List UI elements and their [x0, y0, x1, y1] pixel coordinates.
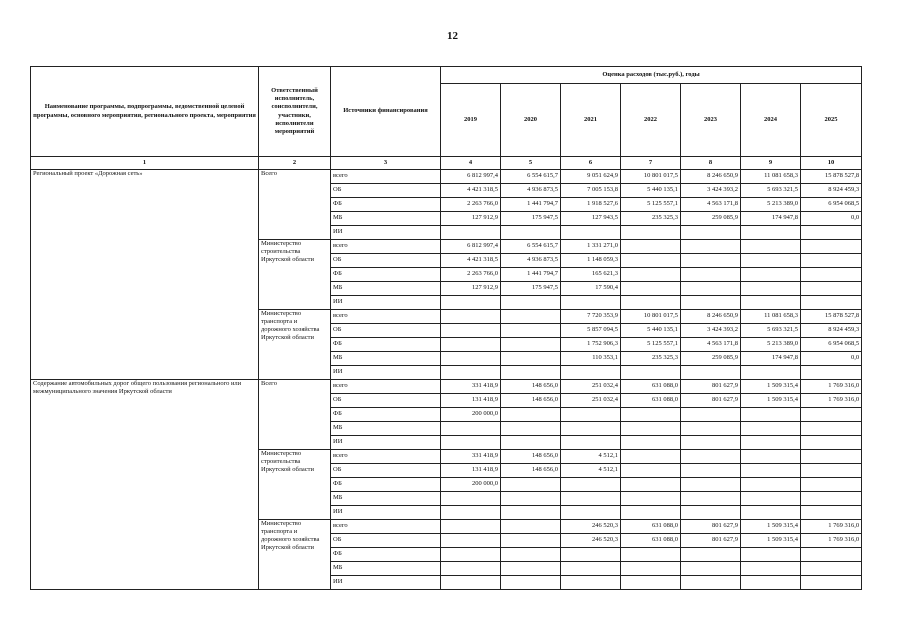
- funding-source: ИИ: [331, 576, 441, 590]
- amount-cell: 631 088,0: [621, 534, 681, 548]
- amount-cell: [741, 450, 801, 464]
- amount-cell: 200 000,0: [441, 478, 501, 492]
- amount-cell: [681, 576, 741, 590]
- column-number: 1: [31, 157, 259, 170]
- funding-source: ОБ: [331, 394, 441, 408]
- amount-cell: [501, 352, 561, 366]
- column-number: 10: [801, 157, 862, 170]
- funding-source: ОБ: [331, 184, 441, 198]
- column-number: 9: [741, 157, 801, 170]
- funding-source: всего: [331, 520, 441, 534]
- amount-cell: 1 918 527,6: [561, 198, 621, 212]
- amount-cell: [741, 422, 801, 436]
- amount-cell: [501, 408, 561, 422]
- amount-cell: 251 032,4: [561, 380, 621, 394]
- funding-source: ФБ: [331, 548, 441, 562]
- amount-cell: [441, 226, 501, 240]
- table-row: [31, 380, 862, 394]
- amount-cell: 801 627,9: [681, 520, 741, 534]
- amount-cell: 4 421 318,5: [441, 254, 501, 268]
- amount-cell: [741, 478, 801, 492]
- amount-cell: 235 325,3: [621, 212, 681, 226]
- amount-cell: 127 912,9: [441, 212, 501, 226]
- amount-cell: 5 693 321,5: [741, 184, 801, 198]
- funding-source: ФБ: [331, 338, 441, 352]
- amount-cell: [741, 436, 801, 450]
- amount-cell: [681, 548, 741, 562]
- executor-name: Всего: [259, 380, 331, 450]
- amount-cell: 5 440 135,1: [621, 184, 681, 198]
- amount-cell: [681, 450, 741, 464]
- amount-cell: 6 554 615,7: [501, 240, 561, 254]
- amount-cell: 4 512,1: [561, 450, 621, 464]
- amount-cell: 1 752 906,3: [561, 338, 621, 352]
- header-year: 2023: [681, 84, 741, 157]
- amount-cell: 3 424 393,2: [681, 324, 741, 338]
- amount-cell: [561, 478, 621, 492]
- amount-cell: [801, 226, 862, 240]
- amount-cell: [681, 562, 741, 576]
- funding-source: всего: [331, 450, 441, 464]
- amount-cell: [801, 464, 862, 478]
- amount-cell: 1 148 059,3: [561, 254, 621, 268]
- amount-cell: [681, 408, 741, 422]
- funding-source: ОБ: [331, 534, 441, 548]
- funding-source: ИИ: [331, 226, 441, 240]
- executor-name: Всего: [259, 170, 331, 240]
- amount-cell: [621, 548, 681, 562]
- amount-cell: [501, 534, 561, 548]
- amount-cell: 2 263 766,0: [441, 268, 501, 282]
- amount-cell: [741, 240, 801, 254]
- amount-cell: [621, 464, 681, 478]
- amount-cell: [621, 576, 681, 590]
- amount-cell: [801, 492, 862, 506]
- amount-cell: [441, 436, 501, 450]
- funding-source: МБ: [331, 492, 441, 506]
- amount-cell: [741, 254, 801, 268]
- amount-cell: [561, 436, 621, 450]
- amount-cell: 6 812 997,4: [441, 170, 501, 184]
- amount-cell: 175 947,5: [501, 282, 561, 296]
- funding-source: МБ: [331, 212, 441, 226]
- amount-cell: [621, 282, 681, 296]
- header-cost: Оценка расходов (тыс.руб.), годы: [441, 67, 862, 84]
- executor-name: Министерство строительства Иркутской области: [259, 450, 331, 520]
- amount-cell: 15 878 527,8: [801, 310, 862, 324]
- amount-cell: [561, 562, 621, 576]
- funding-source: ИИ: [331, 506, 441, 520]
- amount-cell: [501, 366, 561, 380]
- amount-cell: [801, 268, 862, 282]
- amount-cell: [441, 492, 501, 506]
- amount-cell: [741, 282, 801, 296]
- amount-cell: [801, 408, 862, 422]
- amount-cell: [621, 226, 681, 240]
- amount-cell: [501, 226, 561, 240]
- funding-source: ИИ: [331, 366, 441, 380]
- amount-cell: [561, 492, 621, 506]
- funding-source: всего: [331, 380, 441, 394]
- amount-cell: 6 954 068,5: [801, 198, 862, 212]
- amount-cell: 2 263 766,0: [441, 198, 501, 212]
- header-year: 2024: [741, 84, 801, 157]
- amount-cell: [801, 576, 862, 590]
- amount-cell: [501, 310, 561, 324]
- amount-cell: 110 353,1: [561, 352, 621, 366]
- amount-cell: [681, 422, 741, 436]
- amount-cell: 7 720 353,9: [561, 310, 621, 324]
- amount-cell: 127 943,5: [561, 212, 621, 226]
- amount-cell: 1 769 316,0: [801, 520, 862, 534]
- amount-cell: [501, 338, 561, 352]
- section-name: Содержание автомобильных дорог общего пользования регионального или межмуниципального значения Иркутской области: [31, 380, 259, 590]
- amount-cell: [801, 296, 862, 310]
- amount-cell: 5 857 094,5: [561, 324, 621, 338]
- amount-cell: [621, 254, 681, 268]
- amount-cell: 5 440 135,1: [621, 324, 681, 338]
- amount-cell: [801, 240, 862, 254]
- amount-cell: [801, 562, 862, 576]
- amount-cell: [501, 562, 561, 576]
- amount-cell: 131 418,9: [441, 394, 501, 408]
- amount-cell: [501, 324, 561, 338]
- amount-cell: 4 936 873,5: [501, 184, 561, 198]
- funding-source: ОБ: [331, 254, 441, 268]
- amount-cell: [501, 576, 561, 590]
- amount-cell: [741, 464, 801, 478]
- header-year: 2025: [801, 84, 862, 157]
- amount-cell: [741, 366, 801, 380]
- amount-cell: [441, 324, 501, 338]
- amount-cell: [681, 506, 741, 520]
- amount-cell: [801, 478, 862, 492]
- amount-cell: 4 563 171,8: [681, 198, 741, 212]
- funding-source: МБ: [331, 422, 441, 436]
- amount-cell: 9 051 624,9: [561, 170, 621, 184]
- amount-cell: 6 554 615,7: [501, 170, 561, 184]
- amount-cell: [681, 226, 741, 240]
- amount-cell: [801, 282, 862, 296]
- amount-cell: [501, 478, 561, 492]
- header-year: 2022: [621, 84, 681, 157]
- amount-cell: [501, 548, 561, 562]
- amount-cell: [441, 296, 501, 310]
- amount-cell: [501, 422, 561, 436]
- funding-source: МБ: [331, 282, 441, 296]
- amount-cell: 5 213 389,0: [741, 338, 801, 352]
- amount-cell: 246 520,3: [561, 534, 621, 548]
- amount-cell: [621, 366, 681, 380]
- header-year: 2021: [561, 84, 621, 157]
- column-number: 5: [501, 157, 561, 170]
- amount-cell: [561, 422, 621, 436]
- funding-source: всего: [331, 310, 441, 324]
- amount-cell: [621, 450, 681, 464]
- amount-cell: [741, 548, 801, 562]
- executor-name: Министерство транспорта и дорожного хозяйства Иркутской области: [259, 520, 331, 590]
- amount-cell: [681, 240, 741, 254]
- amount-cell: [681, 282, 741, 296]
- amount-cell: 801 627,9: [681, 534, 741, 548]
- amount-cell: 4 936 873,5: [501, 254, 561, 268]
- executor-name: Министерство строительства Иркутской области: [259, 240, 331, 310]
- amount-cell: [501, 492, 561, 506]
- amount-cell: 5 125 557,1: [621, 338, 681, 352]
- amount-cell: 259 085,9: [681, 212, 741, 226]
- amount-cell: [801, 254, 862, 268]
- amount-cell: [561, 408, 621, 422]
- amount-cell: [801, 436, 862, 450]
- funding-source: ФБ: [331, 408, 441, 422]
- amount-cell: [501, 436, 561, 450]
- table-body: [31, 170, 862, 590]
- amount-cell: [681, 492, 741, 506]
- funding-source: ИИ: [331, 296, 441, 310]
- amount-cell: [441, 576, 501, 590]
- amount-cell: [561, 226, 621, 240]
- amount-cell: [801, 450, 862, 464]
- amount-cell: 200 000,0: [441, 408, 501, 422]
- amount-cell: 7 005 153,8: [561, 184, 621, 198]
- column-number: 6: [561, 157, 621, 170]
- amount-cell: [501, 296, 561, 310]
- header-name: Наименование программы, подпрограммы, ведомственной целевой программы, основного мероприятия, регионального проекта, мероприятия: [31, 67, 259, 157]
- amount-cell: [621, 506, 681, 520]
- amount-cell: 801 627,9: [681, 394, 741, 408]
- amount-cell: 4 512,1: [561, 464, 621, 478]
- amount-cell: 5 213 389,0: [741, 198, 801, 212]
- amount-cell: [501, 520, 561, 534]
- amount-cell: [441, 366, 501, 380]
- amount-cell: 631 088,0: [621, 520, 681, 534]
- table-row: [31, 170, 862, 184]
- amount-cell: 331 418,9: [441, 450, 501, 464]
- amount-cell: 801 627,9: [681, 380, 741, 394]
- amount-cell: [621, 408, 681, 422]
- amount-cell: 5 693 321,5: [741, 324, 801, 338]
- amount-cell: [441, 310, 501, 324]
- header-year: 2020: [501, 84, 561, 157]
- column-number: 8: [681, 157, 741, 170]
- amount-cell: 3 424 393,2: [681, 184, 741, 198]
- amount-cell: 1 769 316,0: [801, 380, 862, 394]
- funding-source: МБ: [331, 562, 441, 576]
- amount-cell: [621, 268, 681, 282]
- amount-cell: 251 032,4: [561, 394, 621, 408]
- header-year: 2019: [441, 84, 501, 157]
- funding-source: МБ: [331, 352, 441, 366]
- amount-cell: 11 081 658,3: [741, 310, 801, 324]
- funding-source: всего: [331, 240, 441, 254]
- amount-cell: [681, 436, 741, 450]
- amount-cell: 10 801 017,5: [621, 170, 681, 184]
- amount-cell: [801, 506, 862, 520]
- amount-cell: 15 878 527,8: [801, 170, 862, 184]
- amount-cell: [741, 268, 801, 282]
- amount-cell: 1 769 316,0: [801, 534, 862, 548]
- amount-cell: [441, 534, 501, 548]
- amount-cell: [441, 352, 501, 366]
- amount-cell: 331 418,9: [441, 380, 501, 394]
- amount-cell: [621, 422, 681, 436]
- amount-cell: [741, 492, 801, 506]
- amount-cell: [801, 548, 862, 562]
- amount-cell: 10 801 017,5: [621, 310, 681, 324]
- amount-cell: [681, 296, 741, 310]
- amount-cell: [561, 366, 621, 380]
- amount-cell: 1 441 794,7: [501, 268, 561, 282]
- amount-cell: 1 441 794,7: [501, 198, 561, 212]
- amount-cell: 1 331 271,0: [561, 240, 621, 254]
- amount-cell: [741, 562, 801, 576]
- amount-cell: 174 947,8: [741, 352, 801, 366]
- amount-cell: 148 656,0: [501, 380, 561, 394]
- amount-cell: [681, 464, 741, 478]
- funding-source: ФБ: [331, 478, 441, 492]
- amount-cell: [561, 296, 621, 310]
- amount-cell: 1 509 315,4: [741, 520, 801, 534]
- amount-cell: [621, 240, 681, 254]
- page-number: 12: [447, 30, 458, 42]
- amount-cell: [681, 366, 741, 380]
- amount-cell: [561, 506, 621, 520]
- column-number: 4: [441, 157, 501, 170]
- amount-cell: 0,0: [801, 352, 862, 366]
- amount-cell: [741, 226, 801, 240]
- funding-source: ФБ: [331, 268, 441, 282]
- amount-cell: 1 509 315,4: [741, 380, 801, 394]
- amount-cell: [681, 478, 741, 492]
- funding-source: всего: [331, 170, 441, 184]
- amount-cell: 131 418,9: [441, 464, 501, 478]
- funding-source: ИИ: [331, 436, 441, 450]
- amount-cell: 8 924 459,3: [801, 184, 862, 198]
- amount-cell: 175 947,5: [501, 212, 561, 226]
- amount-cell: 4 421 318,5: [441, 184, 501, 198]
- amount-cell: 11 081 658,3: [741, 170, 801, 184]
- amount-cell: 1 509 315,4: [741, 534, 801, 548]
- amount-cell: 631 088,0: [621, 394, 681, 408]
- column-number: 3: [331, 157, 441, 170]
- amount-cell: [801, 366, 862, 380]
- amount-cell: 0,0: [801, 212, 862, 226]
- amount-cell: [441, 562, 501, 576]
- funding-source: ОБ: [331, 324, 441, 338]
- section-name: Региональный проект «Дорожная сеть»: [31, 170, 259, 380]
- amount-cell: 127 912,9: [441, 282, 501, 296]
- amount-cell: 6 812 997,4: [441, 240, 501, 254]
- column-number: 7: [621, 157, 681, 170]
- amount-cell: 174 947,8: [741, 212, 801, 226]
- amount-cell: 148 656,0: [501, 394, 561, 408]
- funding-source: ФБ: [331, 198, 441, 212]
- amount-cell: 1 509 315,4: [741, 394, 801, 408]
- amount-cell: [621, 436, 681, 450]
- amount-cell: 6 954 068,5: [801, 338, 862, 352]
- budget-table: [30, 66, 862, 590]
- amount-cell: [741, 576, 801, 590]
- header-source: Источники финансирования: [331, 67, 441, 157]
- amount-cell: [441, 506, 501, 520]
- amount-cell: 246 520,3: [561, 520, 621, 534]
- amount-cell: [621, 492, 681, 506]
- executor-name: Министерство транспорта и дорожного хозяйства Иркутской области: [259, 310, 331, 380]
- amount-cell: [621, 296, 681, 310]
- amount-cell: [561, 576, 621, 590]
- amount-cell: 5 125 557,1: [621, 198, 681, 212]
- amount-cell: [681, 268, 741, 282]
- amount-cell: 259 085,9: [681, 352, 741, 366]
- amount-cell: [561, 548, 621, 562]
- amount-cell: [441, 338, 501, 352]
- amount-cell: [801, 422, 862, 436]
- amount-cell: 4 563 171,8: [681, 338, 741, 352]
- funding-source: ОБ: [331, 464, 441, 478]
- amount-cell: 235 325,3: [621, 352, 681, 366]
- amount-cell: 8 924 459,3: [801, 324, 862, 338]
- amount-cell: [441, 548, 501, 562]
- amount-cell: [741, 408, 801, 422]
- amount-cell: [441, 422, 501, 436]
- amount-cell: [681, 254, 741, 268]
- amount-cell: [741, 296, 801, 310]
- amount-cell: [621, 562, 681, 576]
- amount-cell: [501, 506, 561, 520]
- header-executor: Ответственный исполнитель, соисполнители, участники, исполнители мероприятий: [259, 67, 331, 157]
- amount-cell: 8 246 650,9: [681, 310, 741, 324]
- column-number: 2: [259, 157, 331, 170]
- amount-cell: 148 656,0: [501, 464, 561, 478]
- amount-cell: 1 769 316,0: [801, 394, 862, 408]
- amount-cell: [441, 520, 501, 534]
- amount-cell: 17 590,4: [561, 282, 621, 296]
- amount-cell: 165 621,3: [561, 268, 621, 282]
- amount-cell: [741, 506, 801, 520]
- amount-cell: 8 246 650,9: [681, 170, 741, 184]
- amount-cell: 631 088,0: [621, 380, 681, 394]
- amount-cell: [621, 478, 681, 492]
- amount-cell: 148 656,0: [501, 450, 561, 464]
